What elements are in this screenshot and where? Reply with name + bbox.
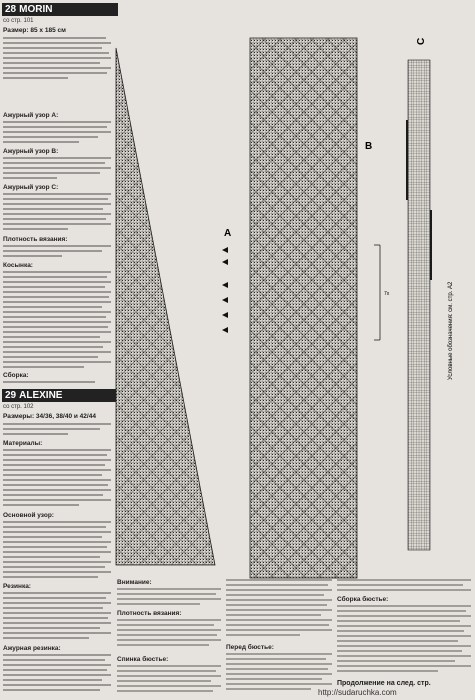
section-heading-a: Ажурный узор А: <box>3 112 59 119</box>
text-block-assembly <box>3 381 111 386</box>
text-block-gauge <box>3 245 111 260</box>
text-block-scarf <box>3 271 111 371</box>
chart-a-label: A <box>224 228 232 239</box>
pattern-29-size: Размеры: 34/36, 38/40 и 42/44 <box>3 413 96 420</box>
pattern-29-header <box>2 389 118 402</box>
materials-text-block <box>3 37 111 82</box>
bottom-text-col3b <box>337 605 471 675</box>
bottom-text-col2 <box>226 579 332 639</box>
section-heading-b: Ажурный узор В: <box>3 148 59 155</box>
text-block-a <box>3 121 111 146</box>
chart-c <box>406 60 432 550</box>
text-block-ribbing <box>3 592 111 642</box>
section-heading-assembly: Сборка: <box>3 372 29 379</box>
chart-a <box>116 48 215 565</box>
bottom-heading-assembly: Сборка бюстье: <box>337 596 389 603</box>
chart-legend-vertical: Условные обозначения: см. стр. А2 <box>448 281 454 380</box>
text-block-29-intro <box>3 423 111 438</box>
section-heading-main-stitch: Основной узор: <box>3 512 54 519</box>
chart-c-label: C <box>416 37 427 45</box>
bottom-heading-back: Спинка бюстье: <box>117 656 169 663</box>
section-heading-c: Ажурный узор С: <box>3 184 59 191</box>
pattern-29-name: ALEXINE <box>19 390 63 401</box>
pattern-29-number: 29 <box>5 390 17 401</box>
pattern-28-size: Размер: 85 x 185 см <box>3 27 66 34</box>
continued-note: Продолжение на след. стр. <box>337 680 431 687</box>
chart-b-measure: 7х <box>384 291 390 297</box>
bottom-text-col1b <box>117 619 221 649</box>
pattern-28-name: MORIN <box>19 4 53 15</box>
text-block-materials <box>3 449 111 509</box>
pattern-28-page-ref: со стр. 101 <box>3 18 34 24</box>
bottom-text-col2b <box>226 653 332 693</box>
section-heading-lace-rib: Ажурная резинка: <box>3 645 61 652</box>
bottom-heading-gauge: Плотность вязания: <box>117 610 182 617</box>
pattern-29-page-ref: со стр. 102 <box>3 404 34 410</box>
text-block-b <box>3 157 111 182</box>
chart-b-label: B <box>365 141 373 152</box>
text-block-main-stitch <box>3 521 111 581</box>
bottom-heading-front: Перед бюстье: <box>226 644 274 651</box>
pattern-28-header <box>2 3 118 16</box>
section-heading-ribbing: Резинка: <box>3 583 31 590</box>
chart-b <box>250 38 357 578</box>
section-heading-scarf: Косынка: <box>3 262 33 269</box>
text-block-lace-rib <box>3 654 111 694</box>
site-watermark: http://sudaruchka.com <box>318 688 397 697</box>
text-block-c <box>3 193 111 233</box>
bottom-text-col1c <box>117 665 221 695</box>
chart-a-arrows <box>222 247 228 333</box>
bottom-text-col3 <box>337 579 471 594</box>
pattern-28-number: 28 <box>5 4 17 15</box>
bottom-heading-attention: Внимание: <box>117 579 152 586</box>
bottom-text-col1 <box>117 588 221 608</box>
section-heading-materials: Материалы: <box>3 440 43 447</box>
knitting-charts <box>112 0 475 580</box>
section-heading-gauge: Плотность вязания: <box>3 236 68 243</box>
